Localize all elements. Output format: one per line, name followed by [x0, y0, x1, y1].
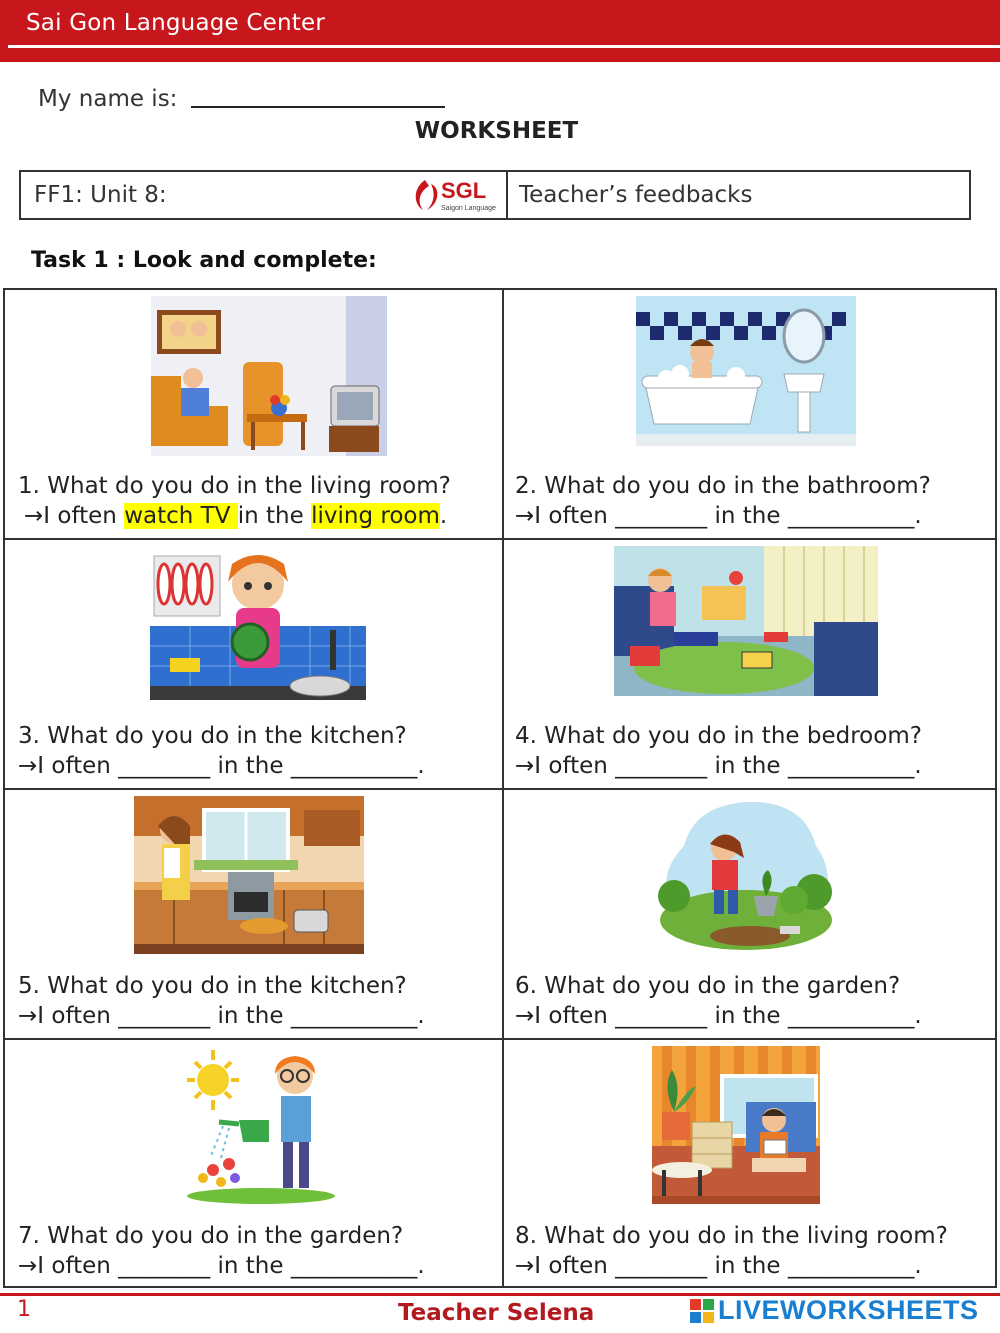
garden-watering-image — [183, 1046, 339, 1204]
exercise-cell-3 — [5, 540, 500, 788]
info-divider — [506, 172, 508, 218]
question-3: 3. What do you do in the kitchen? — [18, 723, 407, 749]
question-1: 1. What do you do in the living room? — [18, 473, 451, 499]
sgl-logo — [411, 174, 511, 216]
exercise-cell-6 — [502, 790, 997, 1038]
answer-5[interactable]: →I often ________ in the ___________. — [18, 1003, 425, 1029]
header-divider — [8, 45, 1000, 48]
question-2: 2. What do you do in the bathroom? — [515, 473, 931, 499]
kitchen-cooking-image — [134, 796, 364, 954]
question-7: 7. What do you do in the garden? — [18, 1223, 404, 1249]
bedroom-image — [614, 546, 878, 696]
name-label: My name is: — [38, 86, 178, 112]
info-box — [19, 170, 971, 220]
exercise-cell-2 — [502, 290, 997, 538]
exercise-cell-8 — [502, 1040, 997, 1288]
answer-4[interactable]: →I often ________ in the ___________. — [515, 753, 922, 779]
bathroom-image — [636, 296, 856, 446]
liveworksheets-logo-icon — [690, 1299, 714, 1323]
exercise-grid — [3, 288, 997, 1288]
header-bar — [0, 0, 1000, 62]
teacher-name: Teacher Selena — [398, 1300, 595, 1326]
exercise-cell-1 — [5, 290, 500, 538]
header-title: Sai Gon Language Center — [26, 10, 326, 36]
living-room-reading-image — [652, 1046, 820, 1204]
exercise-cell-5 — [5, 790, 500, 1038]
svg-text:SGL: SGL — [441, 178, 487, 203]
svg-text:Saigon Language: Saigon Language — [441, 205, 496, 212]
unit-label: FF1: Unit 8: — [34, 182, 167, 208]
worksheet-title: WORKSHEET — [414, 118, 579, 144]
question-6: 6. What do you do in the garden? — [515, 973, 901, 999]
exercise-cell-4 — [502, 540, 997, 788]
answer-1-place[interactable]: living room — [311, 503, 440, 529]
task-title: Task 1 : Look and complete: — [31, 248, 377, 273]
page-number: 1 — [17, 1297, 31, 1322]
liveworksheets-brand — [690, 1293, 995, 1329]
exercise-cell-7 — [5, 1040, 500, 1288]
answer-8[interactable]: →I often ________ in the ___________. — [515, 1253, 922, 1279]
answer-6[interactable]: →I often ________ in the ___________. — [515, 1003, 922, 1029]
answer-3[interactable]: →I often ________ in the ___________. — [18, 753, 425, 779]
name-input-line[interactable] — [191, 106, 445, 108]
answer-1: →I often watch TV in the living room. — [24, 503, 448, 529]
garden-planting-image — [654, 796, 838, 954]
question-8: 8. What do you do in the living room? — [515, 1223, 948, 1249]
answer-2[interactable]: →I often ________ in the ___________. — [515, 503, 922, 529]
question-5: 5. What do you do in the kitchen? — [18, 973, 407, 999]
question-4: 4. What do you do in the bedroom? — [515, 723, 922, 749]
feedback-label: Teacher’s feedbacks — [519, 182, 753, 208]
answer-1-activity[interactable]: watch TV — [124, 503, 238, 529]
kitchen-dishes-image — [150, 546, 366, 704]
living-room-image — [151, 296, 387, 456]
answer-7[interactable]: →I often ________ in the ___________. — [18, 1253, 425, 1279]
liveworksheets-text: LIVEWORKSHEETS — [718, 1295, 979, 1325]
